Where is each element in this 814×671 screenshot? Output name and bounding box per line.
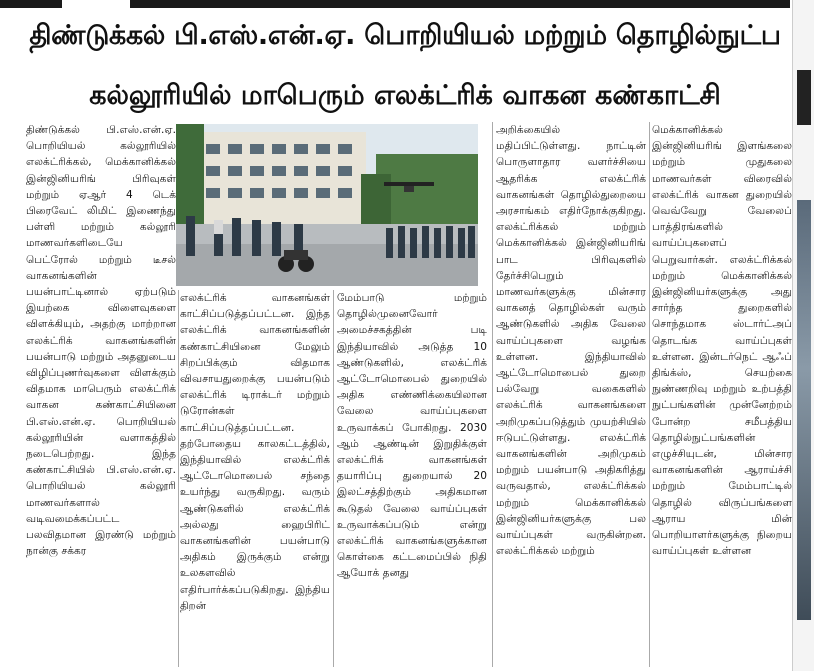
event-photo [176, 124, 478, 286]
article-column-4: அறிக்கையில் மதிப்பிட்டுள்ளது. நாட்டின் பொருளாதார வளர்ச்சியை ஆதரிக்க எலக்ட்ரிக் வாகனங்கள் தொழில்துறையை அரசாங்கம் எதிர்நோக்குகிறது. எலக்ட்ரிக்கல் மற்றும் மெக்கானிக்கல் இன்ஜினியரிங் பாட பிரிவுகளில் தேர்ச்சிபெறும் மாணவர்களுக்கு மின்சார வாகனத் தொழில்கள் வரும் ஆண்டுகளில் அதிக வேலை வாய்ப்புகளை வழங்க உள்ளன. இந்தியாவில் ஆட்டோமொபைல் துறை பல்வேறு வகைகளில் எலக்ட்ரிக் வாகனங்களை அறிமுகப்படுத்தும் முயற்சியில் ஈடுபட்டுள்ளது. எலக்ட்ரிக் வாகனங்களின் அறிமுகம் மற்றும் பயன்பாடு அதிகரித்து வருவதால், எலக்ட்ரிக்கல் மற்றும் மெக்கானிக்கல் இன்ஜினியர்களுக்கு பல வாய்ப்புகள் வருகின்றன. எலக்ட்ரிக்கல் மற்றும் [496, 124, 646, 558]
event-photo-illustration [176, 124, 478, 286]
headline [20, 16, 790, 118]
adjacent-article-strip [792, 0, 814, 671]
headline-line-1: திண்டுக்கல் பி.எஸ்.என்.ஏ. பொறியியல் மற்றும் தொழில்நுட்ப [29, 20, 781, 51]
top-rule [0, 0, 790, 8]
article-column-3: மேம்பாடு மற்றும் தொழில்முனைவோர் அமைச்சகத்தின் படி இந்தியாவில் அடுத்த 10 ஆண்டுகளில், எலக்ட்ரிக் ஆட்டோமொபைல் துறையில் அதிக எண்ணிக்கையிலான வேலை வாய்ப்புகளை உருவாக்கப் போகிறது. 2030 ஆம் ஆண்டின் இறுதிக்குள் எலக்ட்ரிக் வாகனங்கள் தயாரிப்பு துறையால் 20 இலட்சத்திற்கும் அதிகமான கூடுதல் வேலை வாய்ப்புகள் உருவாக்கப்படும் என்று எலக்ட்ரிக் வாகனங்களுக்கான கொள்கை கட்டமைப்பில் நிதி ஆயோக் தனது [337, 292, 487, 580]
article-column-1: திண்டுக்கல் பி.எஸ்.என்.ஏ. பொறியியல் கல்லூரியில் எலக்ட்ரிக்கல், மெக்கானிக்கல் இன்ஜினியரிங் பிரிவுகள் மற்றும் ஏஆர் 4 டெக் பிரைவேட் லிமிட் இணைந்து பள்ளி மற்றும் கல்லூரி மாணவர்களிடையே பெட்ரோல் மற்றும் டீசல் வாகனங்களின் பயன்பாட்டினால் ஏற்படும் இயற்கை விளைவுகளை விளக்கியும், அதற்கு மாற்றான எலக்ட்ரிக் வாகனங்களின் பயன்பாடு மற்றும் அதனுடைய விழிப்புணர்வுகளை விளக்கும் விதமாக மாபெரும் எலக்ட்ரிக் வாகன கண்காட்சியினை பி.எஸ்.என்.ஏ. பொறியியல் கல்லூரியின் வளாகத்தில் நடைபெற்றது. இந்த கண்காட்சியில் பி.எஸ்.என்.ஏ. பொறியியல் கல்லூரி மாணவர்களால் வடிவமைக்கப்பட்ட பலவிதமான இரண்டு மற்றும் நான்கு சக்கர [26, 124, 176, 558]
article-column-2: எலக்ட்ரிக் வாகனங்கள் காட்சிப்படுத்தப்பட்டன. இந்த எலக்ட்ரிக் வாகனங்களின் கண்காட்சியினை மேலும் சிறப்பிக்கும் விதமாக விவசாயதுறைக்கு பயன்படும் எலக்ட்ரிக் டிராக்டர் மற்றும் டுரோன்கள் காட்சிப்படுத்தப்பட்டன. தற்போதைய காலகட்டத்தில், இந்தியாவில் எலக்ட்ரிக் ஆட்டோமொபைல் சந்தை உயர்ந்து வருகிறது. வரும் ஆண்டுகளில் எலக்ட்ரிக் அல்லது ஹைபிரிட் வாகனங்களின் பயன்பாடு அதிகம் இருக்கும் என்று உலகளவில் எதிர்பார்க்கப்படுகிறது. இந்திய திறன் [180, 292, 330, 612]
article-column-5: மெக்கானிக்கல் இன்ஜினியரிங் இளங்கலை மற்றும் முதுகலை மாணவர்கள் விரைவில் எலக்ட்ரிக் வாகன துறையில் வெவ்வேறு வேலைப் பாத்திரங்களில் வாய்ப்புகளைப் பெறுவார்கள். எலக்ட்ரிக்கல் மற்றும் மெக்கானிக்கல் இன்ஜினியர்களுக்கு அது சார்ந்த துறைகளில் சொந்தமாக ஸ்டார்ட்அப் தொடங்க வாய்ப்புகள் உள்ளன. இன்டர்நெட் ஆஃப் திங்க்ஸ், செயற்கை நுண்ணறிவு மற்றும் உற்பத்தி நுட்பங்களின் முன்னேற்றம் போன்ற சமீபத்திய தொழில்நுட்பங்களின் எழுச்சியுடன், மின்சார வாகனங்களின் ஆராய்ச்சி மற்றும் மேம்பாட்டில் தொழில் விருப்பங்களை ஆராய மின் பொறியாளர்களுக்கு நிறைய வாய்ப்புகள் உள்ளன [652, 124, 792, 558]
headline-line-2: கல்லூரியில் மாபெரும் எலக்ட்ரிக் வாகன கண்காட்சி [89, 80, 721, 111]
